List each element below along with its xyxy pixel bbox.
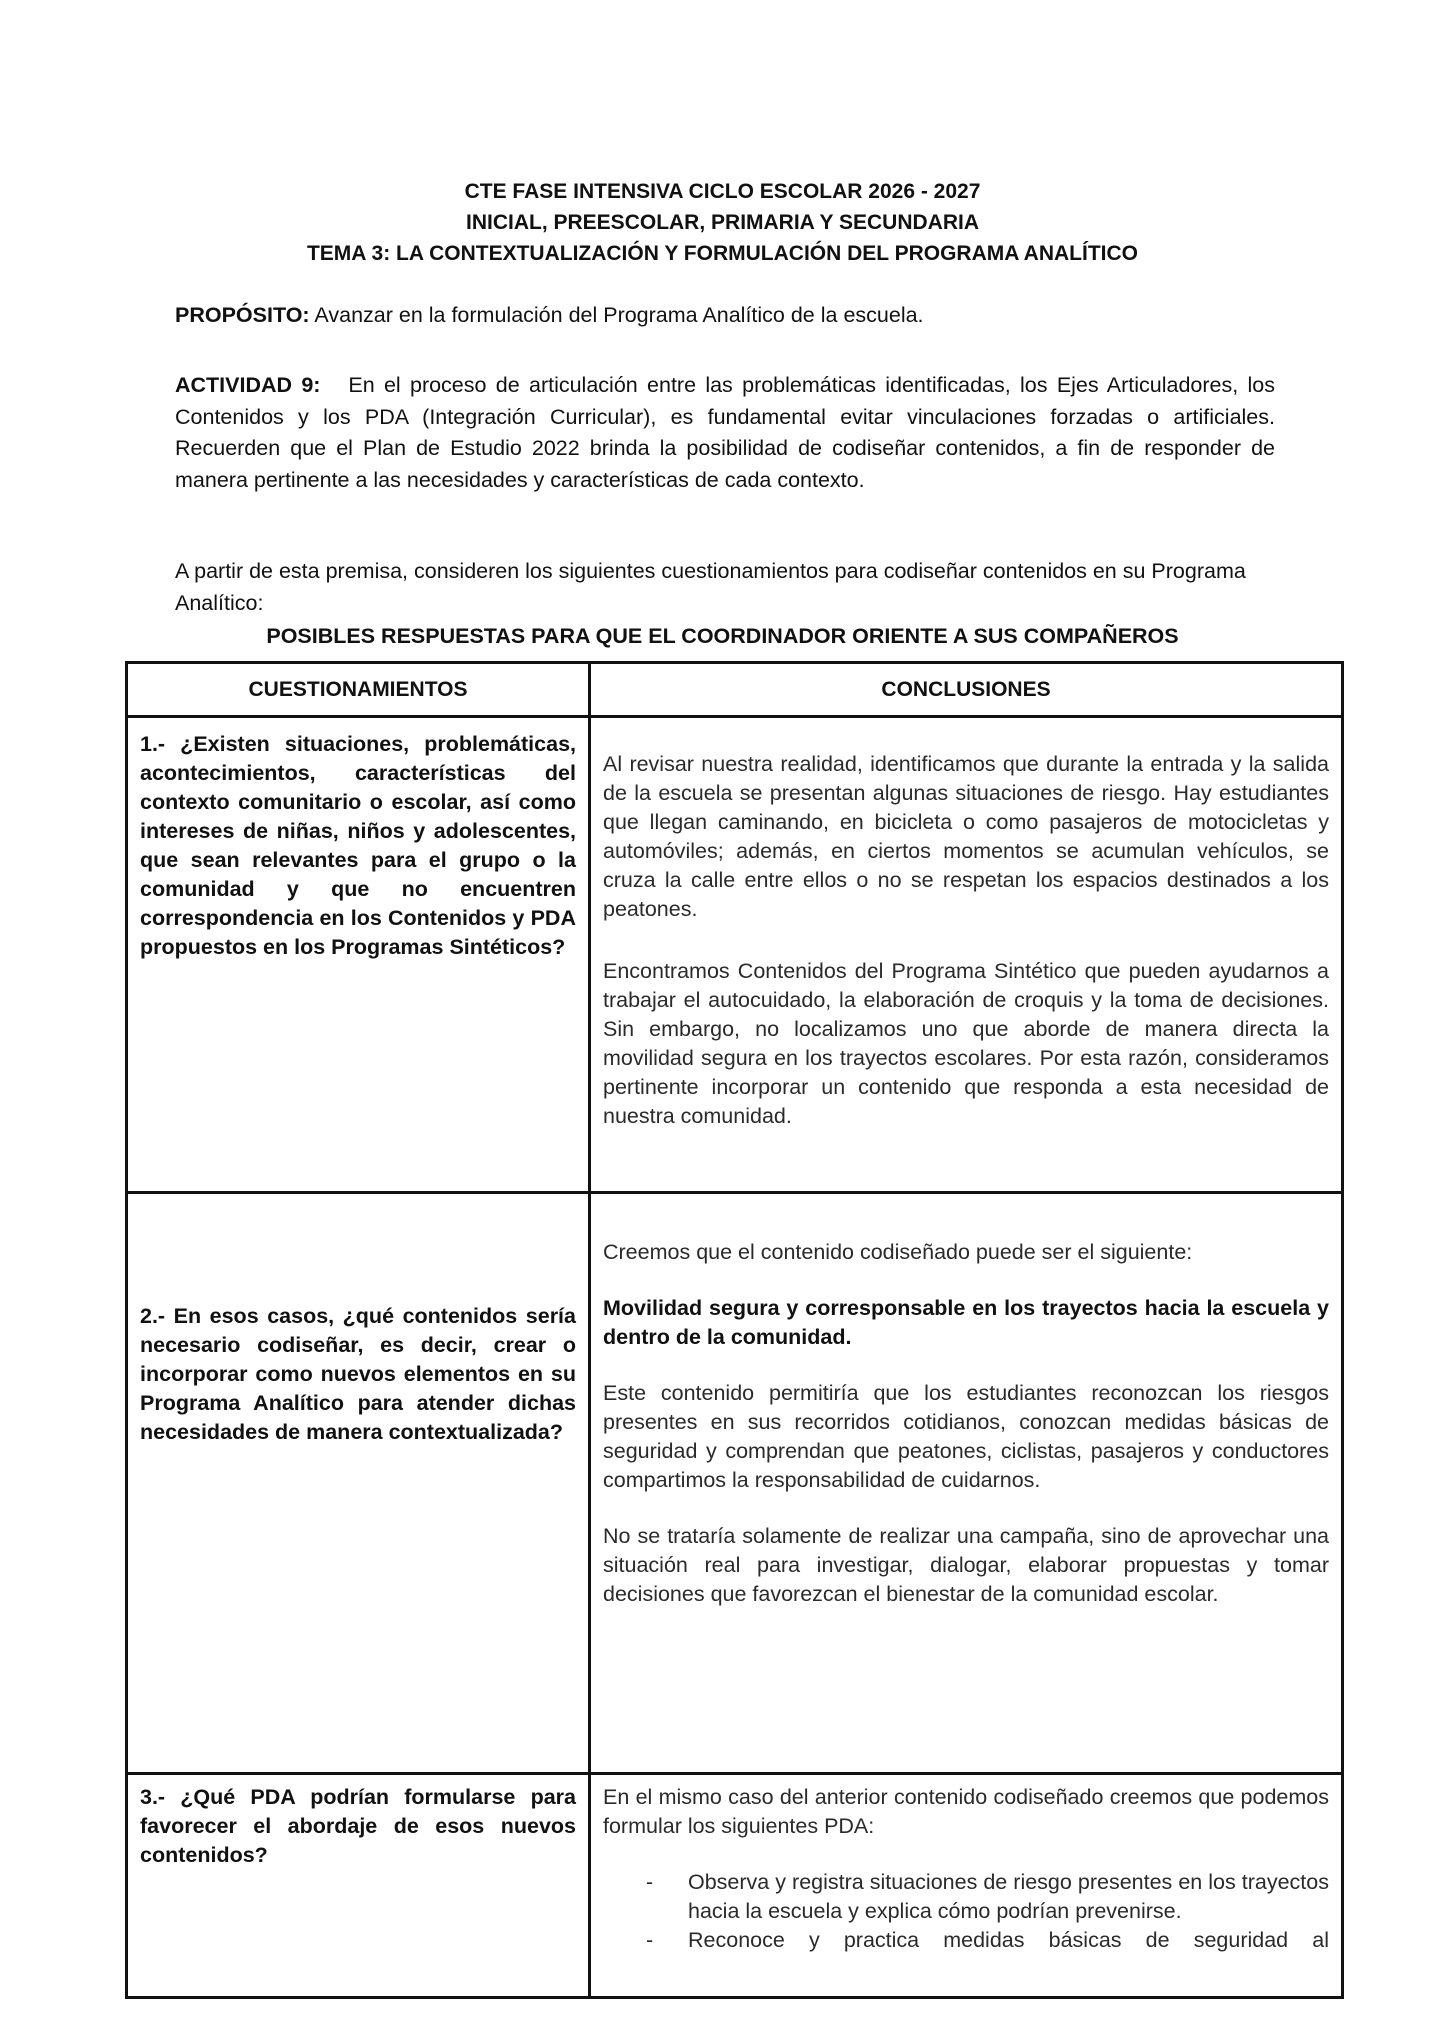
questions-table xyxy=(125,661,1344,1999)
activity-label: ACTIVIDAD 9: xyxy=(175,373,321,397)
question-cell: 1.- ¿Existen situaciones, problemáticas, acontecimientos, características del contexto comunitario o escolar, así como intereses de niñas, niños y adolescentes, que sean relevantes para el grupo o la comunidad y que no encuentren correspondencia en los Contenidos y PDA propuestos en los Programas Sintéticos? xyxy=(127,717,590,1193)
table-row xyxy=(127,1193,1343,1774)
header-line-1: CTE FASE INTENSIVA CICLO ESCOLAR 2026 - 2027 xyxy=(464,180,981,203)
list-item xyxy=(603,1926,1329,1955)
list-item xyxy=(603,1868,1329,1926)
conclusion-cell xyxy=(590,1774,1343,1998)
bullet-marker: - xyxy=(646,1870,654,1894)
premise-paragraph: A partir de esta premisa, consideren los siguientes cuestionamientos para codiseñar contenidos en su Programa Analítico: xyxy=(175,559,1246,615)
conclusion-paragraph: Encontramos Contenidos del Programa Sintético que pueden ayudarnos a trabajar el autocuidado, la elaboración de croquis y la toma de decisiones. Sin embargo, no localizamos uno que aborde de manera directa la movilidad segura en los trayectos escolares. Por esta razón, consideramos pertinente incorporar un contenido que responda a esta necesidad de nuestra comunidad. xyxy=(603,959,1329,1128)
conclusion-paragraph: Al revisar nuestra realidad, identificamos que durante la entrada y la salida de la escuela se presentan algunas situaciones de riesgo. Hay estudiantes que llegan caminando, en bicicleta o como pasajeros de motocicletas y automóviles; además, en ciertos momentos se acumulan vehículos, se cruza la calle entre ellos o no se respetan los espacios destinados a los peatones. xyxy=(603,752,1329,921)
table-row xyxy=(127,717,1343,1193)
activity-paragraph xyxy=(175,370,1275,496)
header-line-3: TEMA 3: LA CONTEXTUALIZACIÓN Y FORMULACIÓN DEL PROGRAMA ANALÍTICO xyxy=(306,242,1139,265)
document-header xyxy=(0,176,1445,269)
column-header-questions: CUESTIONAMIENTOS xyxy=(127,663,590,717)
activity-text: En el proceso de articulación entre las problemáticas identificadas, los Ejes Articuladores, los Contenidos y los PDA (Integración Curricular), es fundamental evitar vinculaciones forzadas o artificiales. Recuerden que el Plan de Estudio 2022 brinda la posibilidad de codiseñar contenidos, a fin de responder de manera pertinente a las necesidades y características de cada contexto. xyxy=(175,373,1275,492)
conclusion-paragraph: Este contenido permitiría que los estudiantes reconozcan los riesgos presentes en sus recorridos cotidianos, conozcan medidas básicas de seguridad y comprendan que peatones, ciclistas, pasajeros y conductores compartimos la responsabilidad de cuidarnos. xyxy=(603,1381,1329,1492)
question-cell: 2.- En esos casos, ¿qué contenidos sería necesario codiseñar, es decir, crear o incorporar como nuevos elementos en su Programa Analítico para atender dichas necesidades de manera contextualizada? xyxy=(127,1193,590,1774)
purpose-paragraph xyxy=(175,300,1275,332)
header-line-2: INICIAL, PREESCOLAR, PRIMARIA Y SECUNDARIA xyxy=(466,211,979,234)
column-header-conclusions: CONCLUSIONES xyxy=(590,663,1343,717)
purpose-text: Avanzar en la formulación del Programa Analítico de la escuela. xyxy=(314,303,924,327)
list-item-text: Observa y registra situaciones de riesgo presentes en los trayectos hacia la escuela y explica cómo podrían prevenirse. xyxy=(688,1870,1329,1923)
table-row xyxy=(127,1774,1343,1998)
conclusion-cell xyxy=(590,1193,1343,1774)
question-cell: 3.- ¿Qué PDA podrían formularse para favorecer el abordaje de esos nuevos contenidos? xyxy=(127,1774,590,1998)
conclusion-paragraph: No se trataría solamente de realizar una campaña, sino de aprovechar una situación real para investigar, dialogar, elaborar propuestas y tomar decisiones que favorezcan el bienestar de la comunidad escolar. xyxy=(603,1524,1329,1606)
pda-list xyxy=(603,1868,1329,1955)
conclusion-paragraph: En el mismo caso del anterior contenido codiseñado creemos que podemos formular los siguientes PDA: xyxy=(603,1785,1329,1838)
purpose-label: PROPÓSITO: xyxy=(175,303,310,327)
bullet-marker: - xyxy=(646,1928,654,1952)
list-item-text: Reconoce y practica medidas básicas de seguridad al xyxy=(688,1928,1329,1952)
table-header-row xyxy=(127,663,1343,717)
codesigned-content-title: Movilidad segura y corresponsable en los trayectos hacia la escuela y dentro de la comunidad. xyxy=(603,1296,1329,1349)
conclusion-cell xyxy=(590,717,1343,1193)
table-title: POSIBLES RESPUESTAS PARA QUE EL COORDINADOR ORIENTE A SUS COMPAÑEROS xyxy=(266,624,1179,648)
conclusion-paragraph: Creemos que el contenido codiseñado puede ser el siguiente: xyxy=(603,1240,1193,1264)
